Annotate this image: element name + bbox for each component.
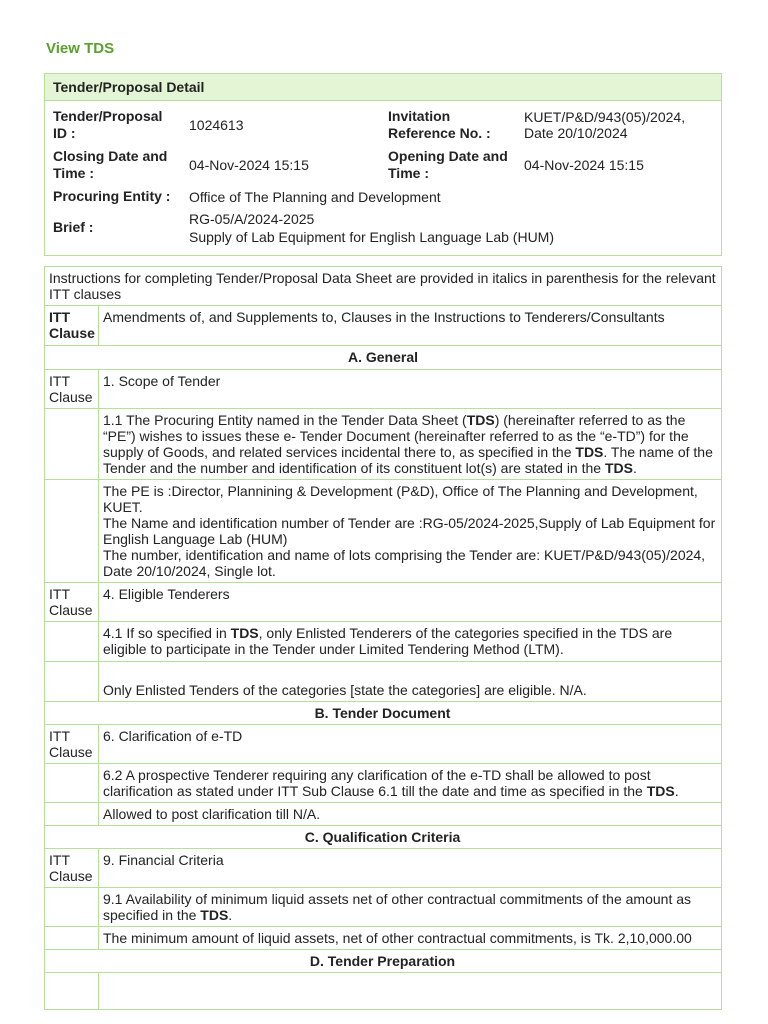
itt-clause-cell: ITT Clause — [45, 725, 99, 764]
table-row — [45, 267, 722, 306]
table-row — [45, 803, 722, 826]
min-liquid-line: The minimum amount of liquid assets, net of other contractual commitments, is Tk. 2,10,000.00 — [99, 927, 722, 950]
table-row — [45, 583, 722, 622]
table-row — [45, 480, 722, 583]
enlisted-line: Only Enlisted Tenders of the categories [state the categories] are eligible. N/A. — [99, 662, 722, 702]
pe-line: The PE is :Director, Plannining & Development (P&D), Office of The Planning and Development, KUET. — [103, 483, 698, 515]
section-tender-document: B. Tender Document — [45, 702, 722, 725]
table-row — [45, 849, 722, 888]
opening-date-label: Opening Date and Time : — [388, 148, 508, 181]
table-row — [45, 370, 722, 409]
tender-detail-panel — [44, 73, 722, 256]
invitation-ref-value: KUET/P&D/943(05)/2024, Date 20/10/2024 — [524, 109, 686, 141]
itt-clause-cell: ITT Clause — [45, 370, 99, 409]
section-qualification: C. Qualification Criteria — [45, 826, 722, 849]
closing-date-value: 04-Nov-2024 15:15 — [189, 157, 309, 173]
clause-9-1-text: 9.1 Availability of minimum liquid assets net of other contractual commitments of the amount as specified in the TDS. — [99, 888, 722, 927]
tender-name-line: The Name and identification number of Tender are :RG-05/2024-2025,Supply of Lab Equipment for English Language Lab (HUM) — [103, 515, 716, 547]
procuring-entity-value: Office of The Planning and Development — [189, 189, 441, 205]
brief-line-1: RG-05/A/2024-2025 — [189, 211, 315, 227]
section-tender-preparation: D. Tender Preparation — [45, 950, 722, 973]
table-row — [45, 764, 722, 803]
itt-clause-header: ITT Clause — [45, 306, 99, 346]
clause-4-title: 4. Eligible Tenderers — [99, 583, 722, 622]
brief-line-2: Supply of Lab Equipment for English Language Lab (HUM) — [189, 229, 554, 245]
table-row — [45, 662, 722, 702]
table-row — [45, 950, 722, 973]
lots-line: The number, identification and name of lots comprising the Tender are: KUET/P&D/943(05)/2024, Date 20/10/2024, Single lot. — [103, 547, 706, 579]
table-row — [45, 409, 722, 480]
table-row — [45, 973, 722, 1010]
closing-date-label: Closing Date and Time : — [53, 148, 168, 181]
invitation-ref-label: Invitation Reference No. : — [388, 108, 491, 141]
table-row — [45, 826, 722, 849]
tender-id-value: 1024613 — [189, 117, 244, 133]
procuring-entity-label: Procuring Entity : — [53, 188, 171, 204]
clause-1-1-text: 1.1 The Procuring Entity named in the Tender Data Sheet (TDS) (hereinafter referred to as the “PE”) wishes to issues these e- Tender Document (hereinafter referred to as the “e-TD”) for the supply of Goods, and related services incidental there to, as specified in the TDS. The name of the Tender and the number and identification of its constituent lot(s) are stated in the TDS. — [99, 409, 722, 480]
clause-1-title: 1. Scope of Tender — [99, 370, 722, 409]
table-row — [45, 346, 722, 370]
clause-6-title: 6. Clarification of e-TD — [99, 725, 722, 764]
clause-6-2-text: 6.2 A prospective Tenderer requiring any clarification of the e-TD shall be allowed to post clarification as stated under ITT Sub Clause 6.1 till the date and time as specified in the TDS. — [99, 764, 722, 803]
itt-clause-cell: ITT Clause — [45, 583, 99, 622]
tender-id-label: Tender/Proposal ID : — [53, 108, 163, 141]
allowed-line: Allowed to post clarification till N/A. — [99, 803, 722, 826]
opening-date-value: 04-Nov-2024 15:15 — [524, 157, 644, 173]
clause-4-1-text: 4.1 If so specified in TDS, only Enlisted Tenderers of the categories specified in the TDS are eligible to participate in the Tender under Limited Tendering Method (LTM). — [99, 622, 722, 662]
table-row — [45, 306, 722, 346]
tds-intro: Instructions for completing Tender/Proposal Data Sheet are provided in italics in parenthesis for the relevant ITT clauses — [45, 267, 722, 306]
clause-9-title: 9. Financial Criteria — [99, 849, 722, 888]
table-row — [45, 927, 722, 950]
table-row — [45, 702, 722, 725]
page-title: View TDS — [46, 40, 115, 57]
table-row — [45, 888, 722, 927]
table-row — [45, 622, 722, 662]
amendments-header: Amendments of, and Supplements to, Clauses in the Instructions to Tenderers/Consultants — [99, 306, 722, 346]
section-general: A. General — [45, 346, 722, 370]
clause-1-details — [99, 480, 722, 583]
itt-clause-cell: ITT Clause — [45, 849, 99, 888]
brief-label: Brief : — [53, 219, 94, 235]
tds-table — [44, 266, 722, 1010]
table-row — [45, 725, 722, 764]
tender-detail-heading: Tender/Proposal Detail — [45, 74, 721, 101]
